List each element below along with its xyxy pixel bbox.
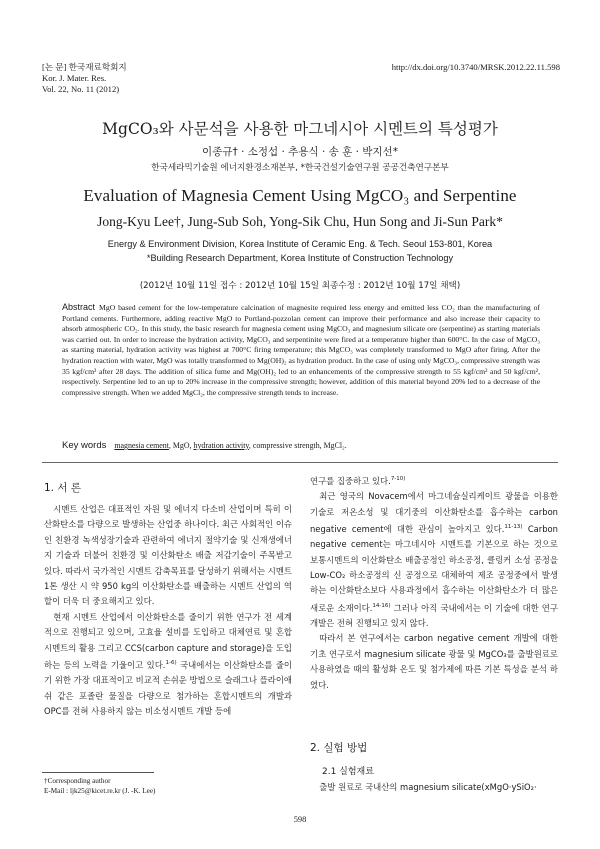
submission-dates: (2012년 10월 11일 접수 : 2012년 10월 15일 최종수정 : 2012년 10월 17일 채택): [139, 281, 461, 291]
doi-link[interactable]: http://dx.doi.org/10.3740/MRSK.2012.22.11.598: [391, 62, 560, 72]
keyword: MgCl₂.: [323, 441, 347, 450]
journal-abbrev: Kor. J. Mater. Res.: [42, 73, 107, 83]
subsection-2-1-title: 2.1 실험재료: [322, 767, 374, 777]
right-column-tail: [310, 780, 560, 795]
abstract: [62, 302, 540, 398]
abstract-text: MgO based cement for the low-temperature calcination of magnesite required less energy and emitted less CO₂ than the manufacturing of Portland cements. Furthermore, adding reactive MgO to Portland-pozzolan cement can improve their performance and also increase their capacity to absorb atmospheric CO₂. In this study, the basic research for magnesia cement using MgCO₃ and magnesium silicate ore (serpentine) as starting materials was carried out. In order to increase the hydration activity, MgCO₃ and serpentinite were fired at a temperature higher than 600°C. In the case of MgCO₃ as starting material, hydration activity was highest at 700°C firing temperature; this MgCO₃ was completely transformed to MgO after firing. After the hydration reaction with water, MgO was totally transformed to Mg(OH)₂ as hydration product. In the case of using only MgCO₃, compressive strength was 35 kgf/cm² after 28 days. The addition of silica fume and Mg(OH)₂ led to an enhancements of the compressive strength to 55 kgf/cm² and 50 kgf/cm², respectively. Serpentine led to an up to 20% increase in the compressive strength; however, addition of this material beyond 20% led to a decrease of the compressive strength. When we added MgCl₂, the compressive strength tends to increase.: [62, 303, 540, 397]
english-authors: Jong-Kyu Lee†, Jung-Sub Soh, Yong-Sik Chu, Hun Song and Ji-Sun Park*: [97, 214, 503, 229]
corresponding-author: †Corresponding author: [44, 777, 111, 785]
keyword: compressive strength: [252, 441, 320, 450]
abstract-label: Abstract: [62, 302, 96, 312]
keyword: MgO: [172, 441, 190, 450]
footnote-divider: [42, 772, 154, 773]
paragraph: 연구를 집중하고 있다.$^{7-10)}$: [310, 475, 406, 486]
affiliation-line-2: *Building Research Department, Korea Institute of Construction Technology: [146, 253, 454, 263]
korean-authors: 이종규† · 소정섭 · 추용식 · 송 훈 · 박지선*: [202, 146, 398, 158]
paragraph: 현재 시멘트 산업에서 이산화탄소를 줄이기 위한 연구가 전 세계적으로 진행되고 있으며, 고효율 설비를 도입하고 대체연료 및 혼합시멘트의 활용 그리고 CCS(carbon capture and storage)을 도입하는 등의 노력을 기울이고 있다.$^{1-6)}$ 국내에서는 이산화탄소를 줄이기 위한 가장 대표적이고 비교적 손쉬운 방법으로 슬래그나 플라이애쉬 같은 포졸란 물질을 다량으로 첨가하는 혼합시멘트의 개발과 OPC를 전혀 사용하지 않는 비소성시멘트 개발 등에: [44, 611, 292, 717]
english-title: Evaluation of Magnesia Cement Using MgCO₃ and Serpentine: [83, 186, 517, 205]
keyword: magnesia cement: [114, 441, 169, 450]
page-number: 598: [293, 815, 307, 824]
paragraph: 따라서 본 연구에서는 carbon negative cement 개발에 대한 기초 연구로서 magnesium silicate 광물 및 MgCO₃를 출발원료로 사용하였을 때의 활성화 온도 및 첨가제에 따른 기본 특성을 분석 하였다.: [310, 633, 558, 690]
korean-affiliation: 한국세라믹기술원 에너지환경소재본부, *한국건설기술연구원 공공건축연구본부: [151, 163, 449, 173]
english-affiliation: [0, 237, 600, 265]
paragraph: 출발 원료로 국내산의 magnesium silicate(xMgO·ySiO₂·: [319, 782, 537, 792]
footnote: [44, 776, 155, 796]
left-column: [44, 502, 292, 719]
paragraph: 시멘트 산업은 대표적인 자원 및 에너지 다소비 산업이며 특히 이산화탄소를 다량으로 발생하는 산업중 하나이다. 최근 사회적인 이슈인 친환경 녹색성장기술과 관련하여 에너지 절약기술 및 신재생에너지 기술과 더불어 친환경 및 이산화탄소 배출 저감기술이 주목받고 있다. 따라서 국가적인 시멘트 감축목표를 달성하기 위해서는 시멘트 1톤 생산 시 약 950 kg의 이산화탄소를 배출하는 시멘트 산업의 역할이 더욱 더 중요해지고 있다.: [44, 504, 292, 607]
section-2-title: 2. 실험 방법: [310, 742, 368, 754]
paragraph: 최근 영국의 Novacem에서 마그네슘실리케이트 광물을 이용한 기술로 저온소성 및 대기중의 이산화탄소를 흡수하는 carbon negative cement에 대한 관심이 높아지고 있다.$^{11-13)}$ Carbon negative cement는 마그네시아 시멘트를 기본으로 하는 것으로 보통시멘트의 이산화탄소 배출공정인 하소공정, 클링커 소성 공정을 Low-CO₂ 하소공정의 신 공정으로 대체하여 제조 공정중에서 발생하는 이산화탄소보다 사용과정에서 흡수하는 이산화탄소가 더 많은 새로운 소재이다.$^{14-16)}$ 그러나 아직 국내에서는 이 기술에 대한 연구개발은 전혀 진행되고 있지 않다.: [310, 491, 558, 629]
journal-korean: [논 문] 한국재료학회지: [42, 62, 127, 72]
keywords: Key words magnesia cement, MgO, hydration activity, compressive strength, MgCl₂.: [62, 440, 347, 451]
section-1-title: 1. 서 론: [44, 482, 81, 494]
divider: [42, 462, 558, 463]
korean-title: MgCO₃와 사문석을 사용한 마그네시아 시멘트의 특성평가: [102, 120, 498, 138]
affiliation-line-1: Energy & Environment Division, Korea Institute of Ceramic Eng. & Tech. Seoul 153-801, Korea: [107, 239, 493, 249]
journal-volume: Vol. 22, No. 11 (2012): [42, 84, 120, 94]
journal-info: [42, 62, 127, 95]
author-email: E-Mail : ljk25@kicet.re.kr (J. -K. Lee): [44, 787, 156, 795]
keywords-label: Key words: [62, 440, 107, 451]
right-column: [310, 472, 558, 693]
keyword: hydration activity: [193, 441, 249, 450]
